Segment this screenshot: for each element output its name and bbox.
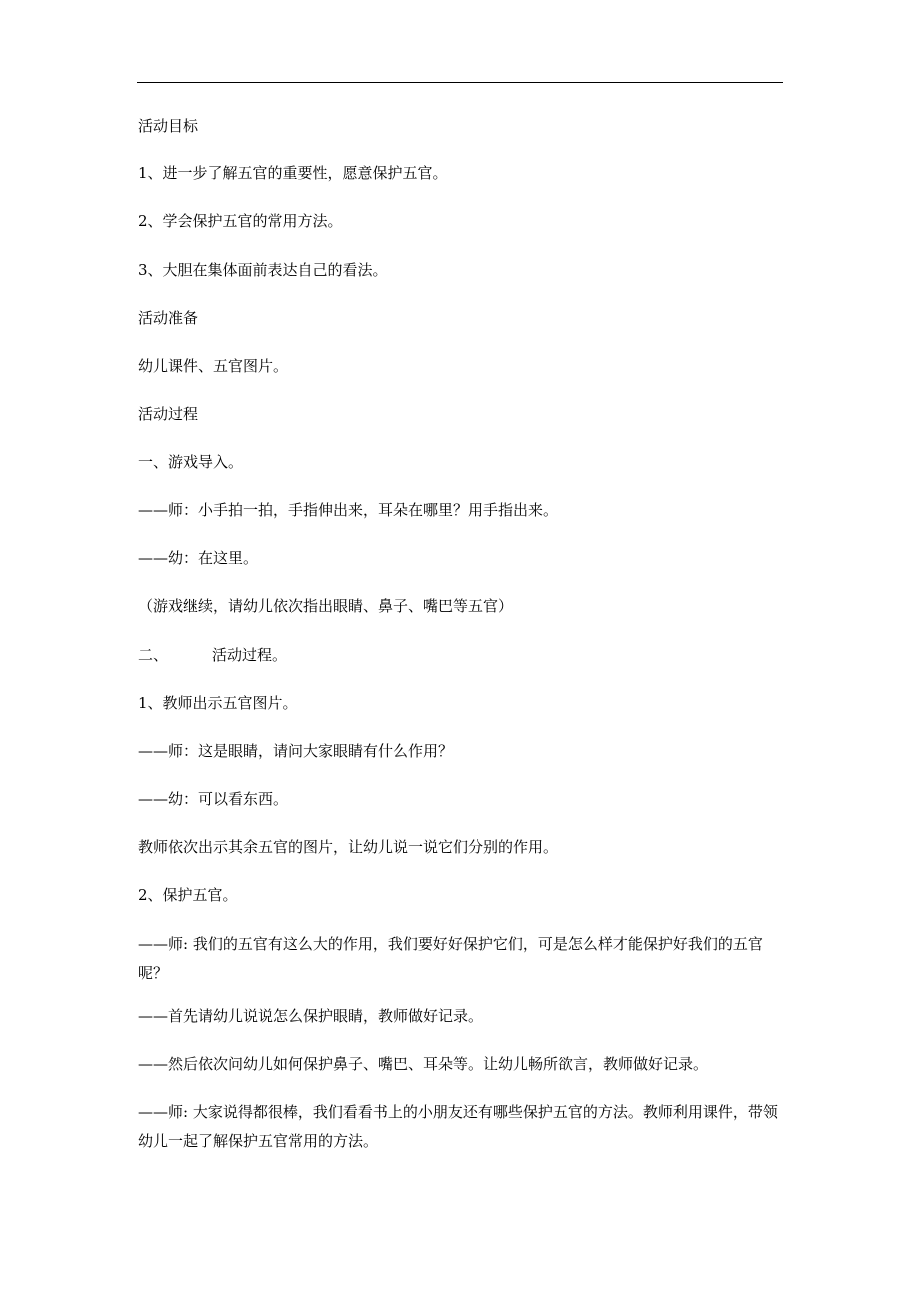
step2-teacher-line: ——师: 我们的五官有这么大的作用，我们要好好保护它们，可是怎么样才能保护好我们的五官呢？: [138, 935, 763, 982]
step2-line-2: ——首先请幼儿说说怎么保护眼睛，教师做好记录。: [138, 1007, 484, 1025]
section2-number: 二、: [138, 646, 169, 664]
s1-teacher-line: ——师：小手拍一拍，手指伸出来，耳朵在哪里？用手指出来。: [138, 501, 559, 519]
goal-item-2: 2、学会保护五官的常用方法。: [138, 212, 343, 230]
section2-label: 活动过程。: [212, 646, 288, 664]
heading-process: 活动过程: [138, 405, 199, 423]
section1-title: 一、游戏导入。: [138, 453, 244, 471]
heading-prep: 活动准备: [138, 309, 199, 327]
heading-goals: 活动目标: [138, 117, 199, 135]
step2-line-4: ——师: 大家说得都很棒，我们看看书上的小朋友还有哪些保护五官的方法。教师利用课件，带领幼儿一起了解保护五官常用的方法。: [138, 1103, 778, 1150]
section2-title: [138, 645, 287, 665]
step1-note: 教师依次出示其余五官的图片，让幼儿说一说它们分别的作用。: [138, 838, 559, 856]
step2-title: 2、保护五官。: [138, 886, 238, 904]
header-rule: [137, 82, 783, 83]
goal-item-1: 1、进一步了解五官的重要性，愿意保护五官。: [138, 164, 448, 182]
s1-note: （游戏继续，请幼儿依次指出眼睛、鼻子、嘴巴等五官）: [138, 597, 514, 615]
step1-child-line: ——幼：可以看东西。: [138, 790, 289, 808]
prep-text: 幼儿课件、五官图片。: [138, 357, 289, 375]
s1-child-line: ——幼：在这里。: [138, 549, 259, 567]
step1-title: 1、教师出示五官图片。: [138, 694, 298, 712]
step1-teacher-line: ——师：这是眼睛，请问大家眼睛有什么作用？: [138, 742, 454, 760]
step2-line-3: ——然后依次问幼儿如何保护鼻子、嘴巴、耳朵等。让幼儿畅所欲言，教师做好记录。: [138, 1055, 709, 1073]
goal-item-3: 3、大胆在集体面前表达自己的看法。: [138, 261, 388, 279]
